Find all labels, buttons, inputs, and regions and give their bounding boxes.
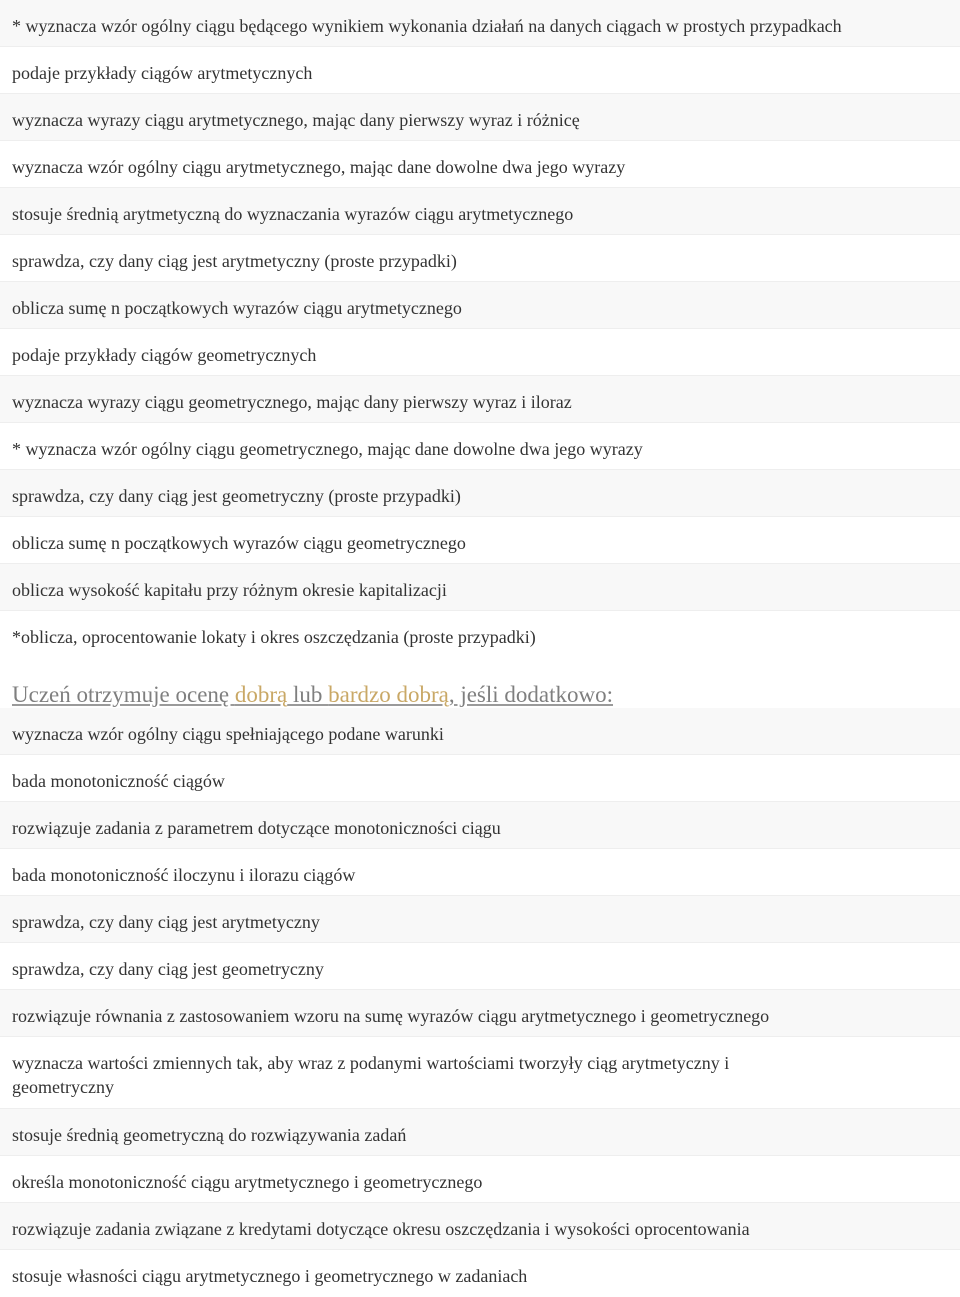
heading-text-start: Uczeń otrzymuje ocenę (12, 682, 235, 707)
list-item: określa monotoniczność ciągu arytmetycznego i geometrycznego (0, 1156, 960, 1203)
list-item: sprawdza, czy dany ciąg jest arytmetyczny (0, 896, 960, 943)
grade-label-good: dobrą (234, 682, 288, 707)
list-item: * wyznacza wzór ogólny ciągu będącego wynikiem wykonania działań na danych ciągach w prostych przypadkach (0, 0, 960, 47)
list-item: wyznacza wyrazy ciągu arytmetycznego, mając dany pierwszy wyraz i różnicę (0, 94, 960, 141)
list-item: rozwiązuje zadania z parametrem dotyczące monotoniczności ciągu (0, 802, 960, 849)
list-item: oblicza wysokość kapitału przy różnym okresie kapitalizacji (0, 564, 960, 611)
list-item: wyznacza wyrazy ciągu geometrycznego, mając dany pierwszy wyraz i iloraz (0, 376, 960, 423)
grade-section-heading (0, 658, 960, 708)
requirements-list-advanced (0, 708, 960, 1297)
heading-text-end: , jeśli dodatkowo: (448, 682, 614, 707)
list-item: rozwiązuje równania z zastosowaniem wzoru na sumę wyrazów ciągu arytmetycznego i geometrycznego (0, 990, 960, 1037)
list-item: oblicza sumę n początkowych wyrazów ciągu arytmetycznego (0, 282, 960, 329)
list-item: oblicza sumę n początkowych wyrazów ciągu geometrycznego (0, 517, 960, 564)
list-item: sprawdza, czy dany ciąg jest geometryczny (proste przypadki) (0, 470, 960, 517)
list-item: wyznacza wzór ogólny ciągu spełniającego podane warunki (0, 708, 960, 755)
list-item: wyznacza wartości zmiennych tak, aby wraz z podanymi wartościami tworzyły ciąg arytmetyczny i geometryczny (0, 1037, 960, 1109)
list-item: wyznacza wzór ogólny ciągu arytmetycznego, mając dane dowolne dwa jego wyrazy (0, 141, 960, 188)
grade-label-very-good: bardzo dobrą (328, 682, 449, 707)
list-item: bada monotoniczność iloczynu i ilorazu ciągów (0, 849, 960, 896)
list-item: stosuje własności ciągu arytmetycznego i geometrycznego w zadaniach (12, 1266, 528, 1286)
list-item: sprawdza, czy dany ciąg jest arytmetyczny (proste przypadki) (0, 235, 960, 282)
list-item: stosuje średnią geometryczną do rozwiązywania zadań (0, 1109, 960, 1156)
list-item: stosuje średnią arytmetyczną do wyznaczania wyrazów ciągu arytmetycznego (0, 188, 960, 235)
heading-text-connector: lub (287, 682, 329, 707)
list-item: sprawdza, czy dany ciąg jest geometryczny (0, 943, 960, 990)
list-item: bada monotoniczność ciągów (0, 755, 960, 802)
list-item: rozwiązuje zadania związane z kredytami dotyczące okresu oszczędzania i wysokości oprocentowania (0, 1203, 960, 1250)
list-item: * wyznacza wzór ogólny ciągu geometrycznego, mając dane dowolne dwa jego wyrazy (0, 423, 960, 470)
list-item: podaje przykłady ciągów geometrycznych (0, 329, 960, 376)
list-item: *oblicza, oprocentowanie lokaty i okres oszczędzania (proste przypadki) (12, 627, 536, 647)
list-item: podaje przykłady ciągów arytmetycznych (0, 47, 960, 94)
